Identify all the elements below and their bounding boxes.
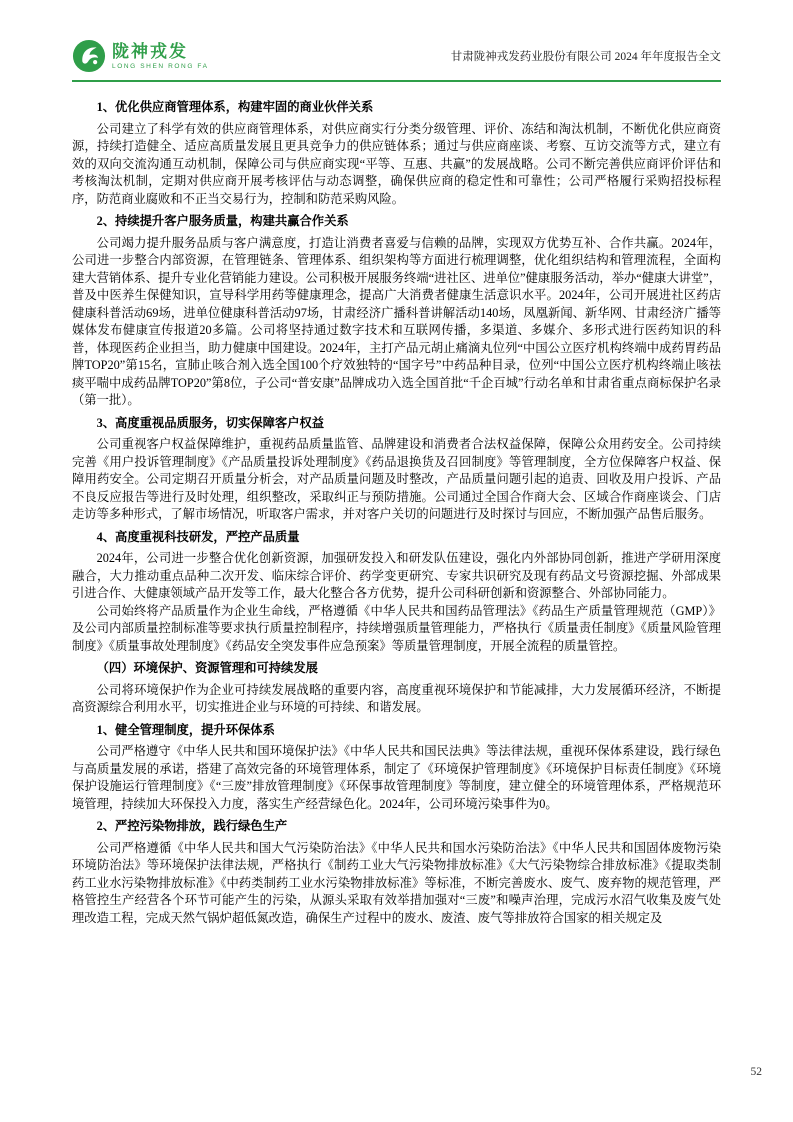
section-heading-env-management: 1、健全管理制度，提升环保体系 bbox=[96, 722, 275, 737]
company-logo-icon bbox=[72, 39, 106, 73]
section-heading-emission-control: 2、严控污染物排放，践行绿色生产 bbox=[96, 819, 288, 833]
company-logo-text bbox=[112, 42, 209, 70]
paragraph-emission-control: 公司严格遵循《中华人民共和国大气污染防治法》《中华人民共和国水污染防治法》《中华人民共和国固体废物污染环境防治法》等环境保护法律法规，严格执行《制药工业大气污染物排放标准》《大气污染物综合排放标准》《提取类制药工业水污染物排放标准》《中药类制药工业水污染物排放标准》等标准，不断完善废水、废气、废弃物的规范管理，严格管控生产经营各个环节可能产生的污染，从源头采取有效举措加强对“三废”和噪声治理，完成污水沼气收集及废气处理改造工程，完成天然气锅炉超低氮改造，确保生产过程中的废水、废渣、废气等排放符合国家的相关规定及 bbox=[72, 840, 721, 925]
company-logo-cn: 陇神戎发 bbox=[112, 42, 188, 61]
section-heading-customer-service: 2、持续提升客户服务质量，构建共赢合作关系 bbox=[96, 214, 349, 228]
page-number: 52 bbox=[750, 1066, 762, 1078]
section-heading-supplier: 1、优化供应商管理体系，构建牢固的商业伙伴关系 bbox=[96, 100, 374, 114]
report-title: 甘肃陇神戎发药业股份有限公司 2024 年年度报告全文 bbox=[450, 51, 721, 63]
paragraph-quality-control: 公司始终将产品质量作为企业生命线，严格遵循《中华人民共和国药品管理法》《药品生产质量管理规范（GMP）》及公司内部质量控制标准等要求执行质量控制程序，持续增强质量管理能力，严格执行《质量责任制度》《质量风险管理制度》《质量事故处理制度》《药品安全突发事件应急预案》等质量管理制度，开展全流程的质量管控。 bbox=[72, 603, 721, 653]
paragraph-customer-service: 公司竭力提升服务品质与客户满意度，打造让消费者喜爱与信赖的品牌，实现双方优势互补、合作共赢。2024年，公司进一步整合内部资源，在管理链条、管理体系、组织架构等方面进行梳理调整，优化组织结构和管理流程，全面构建大营销体系、提升专业化营销能力建设。公司积极开展服务终端“进社区、进单位”健康服务活动，举办“健康大讲堂”，普及中医养生保健知识，宣导科学用药等健康理念，提高广大消费者健康生活意识水平。2024年，公司开展进社区药店健康科普活动69场，进单位健康科普活动97场，甘肃经济广播科普讲解活动140场，凤凰新闻、新华网、甘肃经济广播等媒体发布健康宣传报道20多篇。公司将坚持通过数字技术和互联网传播，多渠道、多媒介、多形式进行医药知识的科普，体现医药企业担当，助力健康中国建设。2024年，主打产品元胡止痛滴丸位列“中国公立医疗机构终端中成药胃药品牌TOP20”第15名，宣肺止咳合剂入选全国100个疗效独特的“国字号”中药品种目录，位列“中国公立医疗机构终端止咳祛痰平喘中成药品牌TOP20”第8位，子公司“普安康”品牌成功入选全国首批“千企百城”行动名单和甘肃省重点商标保护名录（第一批）。 bbox=[72, 235, 721, 407]
paragraph-rnd: 2024年，公司进一步整合优化创新资源，加强研发投入和研发队伍建设，强化内外部协同创新，推进产学研用深度融合，大力推动重点品种二次开发、临床综合评价、药学变更研究、专家共识研究及现有药品文号资源挖掘、外部成果引进合作、大健康领域产品开发等工作，最大化整合各方优势，提升公司科研创新和资源整合、外部协同能力。 bbox=[72, 551, 721, 600]
report-body bbox=[72, 94, 721, 927]
page-header bbox=[72, 34, 721, 78]
section-heading-environment: （四）环境保护、资源管理和可持续发展 bbox=[96, 661, 318, 675]
section-heading-rnd: 4、高度重视科技研发，严控产品质量 bbox=[96, 529, 300, 544]
paragraph-quality-service: 公司重视客户权益保障维护，重视药品质量监管、品牌建设和消费者合法权益保障，保障公众用药安全。公司持续完善《用户投诉管理制度》《产品质量投诉处理制度》《药品退换货及召回制度》等管理制度，全方位保障客户权益、保障用药安全。公司定期召开质量分析会，对产品质量问题及时整改，产品质量问题引起的追责、回收及用户投诉、产品不良反应报告等进行及时处理，组织整改，采取纠正与预防措施。公司通过全国合作商大会、区域合作商座谈会、门店走访等多种形式，了解市场情况，听取客户需求，并对客户关切的问题进行及时探讨与回应，不断加强产品售后服务。 bbox=[72, 437, 721, 521]
paragraph-supplier: 公司建立了科学有效的供应商管理体系，对供应商实行分类分级管理、评价、冻结和淘汰机制，不断优化供应商资源，持续打造健全、适应高质量发展且更具竞争力的供应链体系；通过与供应商座谈、考察、互访交流等方式，建立有效的双向交流沟通互动机制，保障公司与供应商实现“平等、互惠、共赢”的发展战略。公司不断完善供应商评价评估和考核淘汰机制，定期对供应商开展考核评估与动态调整，确保供应商的稳定性和可靠性；公司严格履行采购招投标程序，防范商业腐败和不正当交易行为，控制和防范采购风险。 bbox=[72, 121, 721, 206]
company-logo-en: LONG SHEN RONG FA bbox=[112, 63, 209, 70]
paragraph-env-management: 公司严格遵守《中华人民共和国环境保护法》《中华人民共和国民法典》等法律法规，重视环保体系建设，践行绿色与高质量发展的承诺，搭建了高效完备的环境管理体系，制定了《环境保护管理制度》《环境保护目标责任制度》《环境保护设施运行管理制度》《“三废”排放管理制度》《环保事故管理制度》等制度，建立健全的环境管理体系，严格规范环境管理，持续加大环保投入力度，落实生产经营绿色化。2024年，公司环境污染事件为0。 bbox=[72, 744, 721, 811]
header-divider bbox=[72, 80, 721, 82]
paragraph-environment-intro: 公司将环境保护作为企业可持续发展战略的重要内容，高度重视环境保护和节能减排，大力发展循环经济，不断提高资源综合利用水平，切实推进企业与环境的可持续、和谐发展。 bbox=[72, 682, 721, 714]
company-logo bbox=[72, 39, 209, 73]
section-heading-quality-service: 3、高度重视品质服务，切实保障客户权益 bbox=[96, 415, 325, 430]
